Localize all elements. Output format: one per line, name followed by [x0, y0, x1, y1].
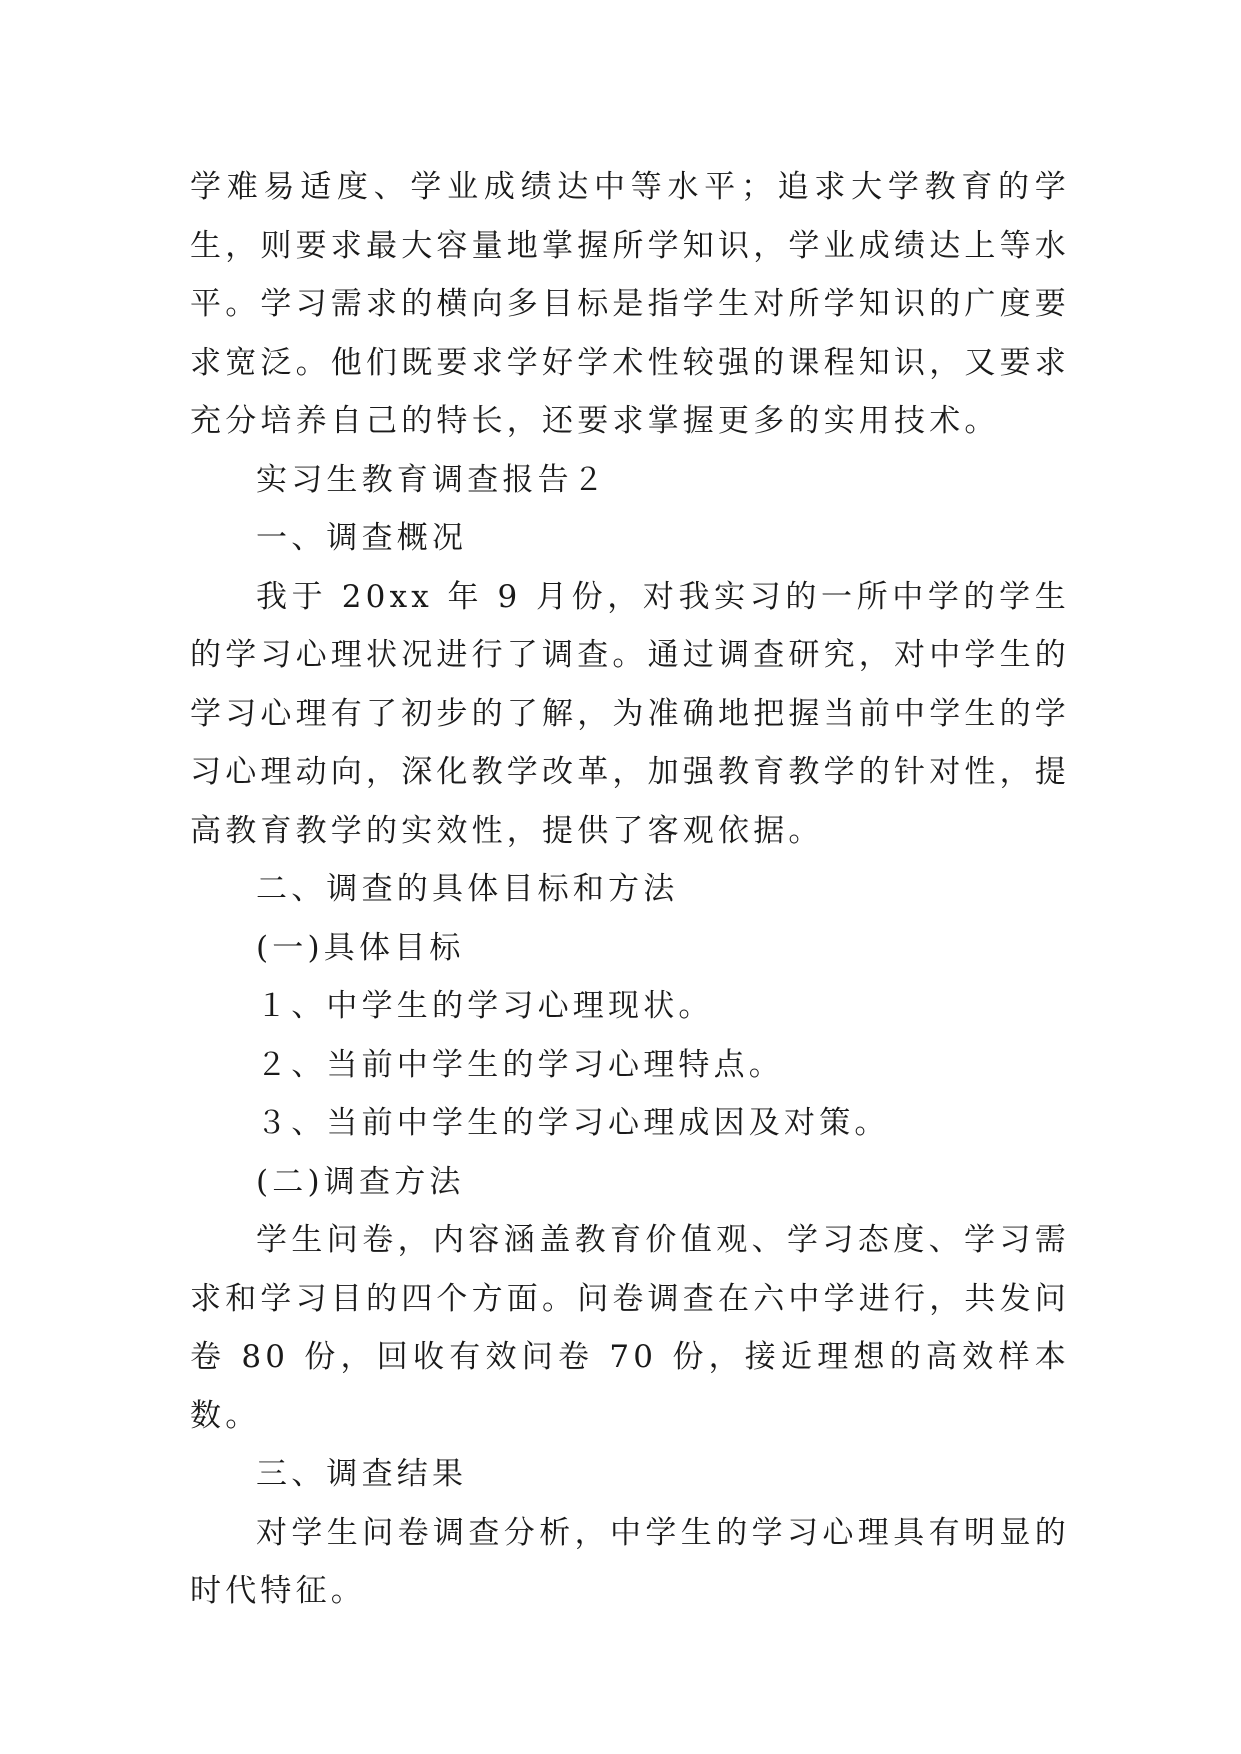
- heading-overview: 一、调查概况: [256, 520, 468, 556]
- para-overview: 我于 20xx 年 9 月份，对我实习的一所中学的学生的学习心理状况进行了调查。通过调查研究，对中学生的学习心理有了初步的了解，为准确地把握当前中学生的学习心理动向，深化教学改革，加强教育教学的针对性，提高教育教学的实效性，提供了客观依据。: [190, 578, 1070, 849]
- para-methods: 学生问卷，内容涵盖教育价值观、学习态度、学习需求和学习目的四个方面。问卷调查在六中学进行，共发问卷 80 份，回收有效问卷 70 份，接近理想的高效样本数。: [190, 1222, 1070, 1434]
- para-results: 对学生问卷调查分析，中学生的学习心理具有明显的时代特征。: [190, 1514, 1070, 1609]
- subheading-methods: (二)调查方法: [256, 1163, 465, 1200]
- document-body: [190, 158, 1070, 1621]
- para-continuation: 学难易适度、学业成绩达中等水平；追求大学教育的学生，则要求最大容量地掌握所学知识，学业成绩达上等水平。学习需求的横向多目标是指学生对所学知识的广度要求宽泛。他们既要求学好学术性较强的课程知识，又要求充分培养自己的特长，还要求掌握更多的实用技术。: [190, 169, 1070, 439]
- goal-item-2: ２、当前中学生的学习心理特点。: [256, 1046, 784, 1083]
- subheading-goals: (一)具体目标: [256, 929, 465, 966]
- goal-item-1: １、中学生的学习心理现状。: [256, 988, 714, 1024]
- section-title: 实习生教育调查报告２: [256, 461, 608, 498]
- goal-item-3: ３、当前中学生的学习心理成因及对策。: [256, 1105, 890, 1141]
- heading-goals-methods: 二、调查的具体目标和方法: [256, 871, 679, 907]
- heading-results: 三、调查结果: [256, 1456, 468, 1492]
